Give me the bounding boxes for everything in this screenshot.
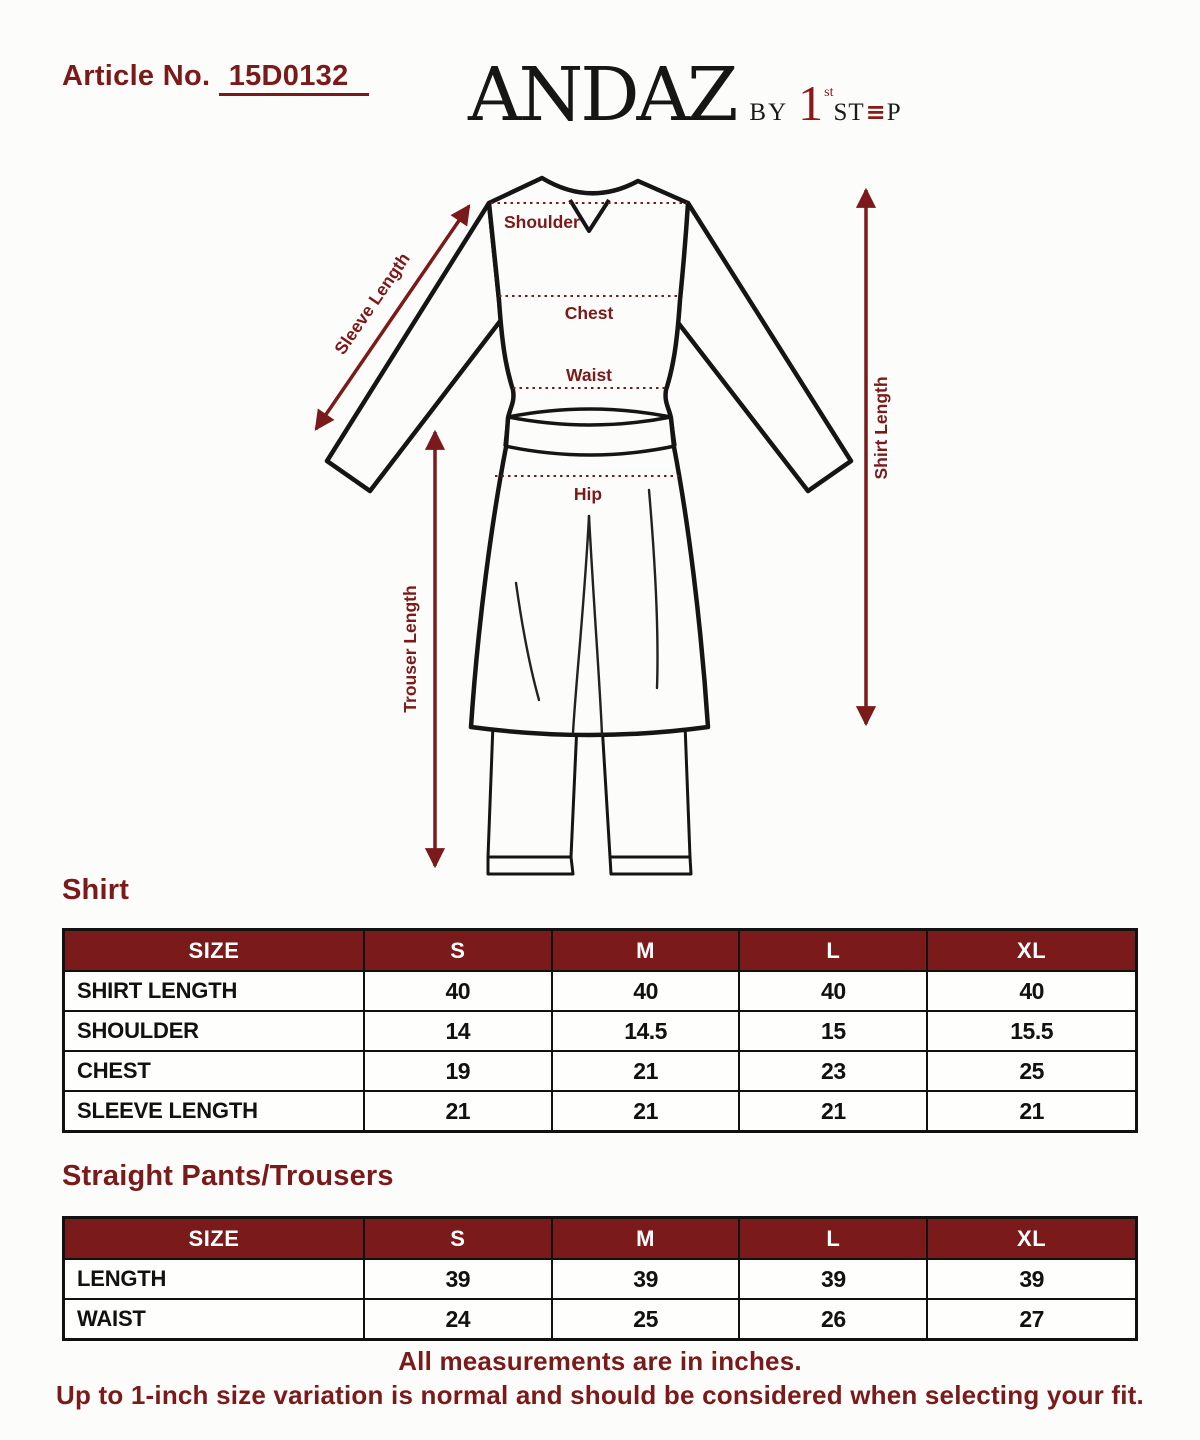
article-label: Article No. xyxy=(62,60,211,92)
shirt-size-table xyxy=(62,928,1138,1133)
table-row xyxy=(64,1011,1137,1051)
table-row xyxy=(64,1299,1137,1340)
trouser-outline xyxy=(488,724,691,874)
column-header-m: M xyxy=(552,1218,740,1260)
column-header-xl: XL xyxy=(927,1218,1136,1260)
cell-value: 25 xyxy=(927,1051,1136,1091)
cell-value: 26 xyxy=(739,1299,927,1340)
column-header-s: S xyxy=(364,1218,552,1260)
table-row xyxy=(64,1091,1137,1132)
brand-logo xyxy=(468,52,902,144)
sleeve-length-label: Sleeve Length xyxy=(330,249,414,359)
garment-measurement-diagram xyxy=(280,160,920,890)
brand-by-text: BY xyxy=(749,99,789,126)
cell-value: 21 xyxy=(552,1091,740,1132)
cell-value: 40 xyxy=(739,971,927,1011)
cell-value: 39 xyxy=(364,1259,552,1299)
column-header-size: SIZE xyxy=(64,930,364,972)
cell-value: 40 xyxy=(552,971,740,1011)
note-line-1: All measurements are in inches. xyxy=(398,1346,802,1376)
row-label: SHOULDER xyxy=(64,1011,364,1051)
cell-value: 39 xyxy=(552,1259,740,1299)
row-label: SLEEVE LENGTH xyxy=(64,1091,364,1132)
row-label: WAIST xyxy=(64,1299,364,1340)
brand-step-st: ST xyxy=(833,99,865,126)
row-label: SHIRT LENGTH xyxy=(64,971,364,1011)
shirt-section-heading: Shirt xyxy=(62,874,130,906)
waist-label: Waist xyxy=(565,365,613,385)
row-label: CHEST xyxy=(64,1051,364,1091)
table-row xyxy=(64,1051,1137,1091)
column-header-l: L xyxy=(739,1218,927,1260)
column-header-s: S xyxy=(364,930,552,972)
chest-label: Chest xyxy=(564,303,614,323)
cell-value: 21 xyxy=(739,1091,927,1132)
hip-label: Hip xyxy=(573,484,603,504)
cell-value: 24 xyxy=(364,1299,552,1340)
cell-value: 21 xyxy=(552,1051,740,1091)
article-number-line xyxy=(62,60,369,93)
trouser-length-label: Trouser Length xyxy=(400,585,420,713)
cell-value: 39 xyxy=(927,1259,1136,1299)
article-number-value: 15D0132 xyxy=(219,60,369,96)
trouser-size-table xyxy=(62,1216,1138,1341)
cell-value: 40 xyxy=(364,971,552,1011)
brand-wordmark: ANDAZ xyxy=(468,52,736,138)
cell-value: 40 xyxy=(927,971,1136,1011)
cell-value: 21 xyxy=(927,1091,1136,1132)
column-header-l: L xyxy=(739,930,927,972)
cell-value: 25 xyxy=(552,1299,740,1340)
shirt-table-header-row xyxy=(64,930,1137,972)
cell-value: 21 xyxy=(364,1091,552,1132)
table-row xyxy=(64,1259,1137,1299)
measurement-notes xyxy=(0,1344,1200,1412)
cell-value: 23 xyxy=(739,1051,927,1091)
row-label: LENGTH xyxy=(64,1259,364,1299)
column-header-size: SIZE xyxy=(64,1218,364,1260)
brand-step-p: P xyxy=(886,99,902,126)
cell-value: 27 xyxy=(927,1299,1136,1340)
note-line-2: Up to 1-inch size variation is normal and should be considered when selecting your fit. xyxy=(56,1380,1144,1410)
trouser-table-header-row xyxy=(64,1218,1137,1260)
kurta-trouser-sketch xyxy=(280,160,920,890)
cell-value: 14 xyxy=(364,1011,552,1051)
stylized-e-icon: ≡ xyxy=(865,98,886,126)
cell-value: 15 xyxy=(739,1011,927,1051)
cell-value: 19 xyxy=(364,1051,552,1091)
table-row xyxy=(64,971,1137,1011)
column-header-xl: XL xyxy=(927,930,1136,972)
brand-ordinal: st xyxy=(824,85,834,100)
cell-value: 14.5 xyxy=(552,1011,740,1051)
cell-value: 15.5 xyxy=(927,1011,1136,1051)
shirt-length-label: Shirt Length xyxy=(871,376,891,480)
shoulder-label: Shoulder xyxy=(504,212,580,232)
trousers-section-heading: Straight Pants/Trousers xyxy=(62,1160,394,1192)
brand-one-numeral: 1 xyxy=(798,75,824,131)
column-header-m: M xyxy=(552,930,740,972)
cell-value: 39 xyxy=(739,1259,927,1299)
